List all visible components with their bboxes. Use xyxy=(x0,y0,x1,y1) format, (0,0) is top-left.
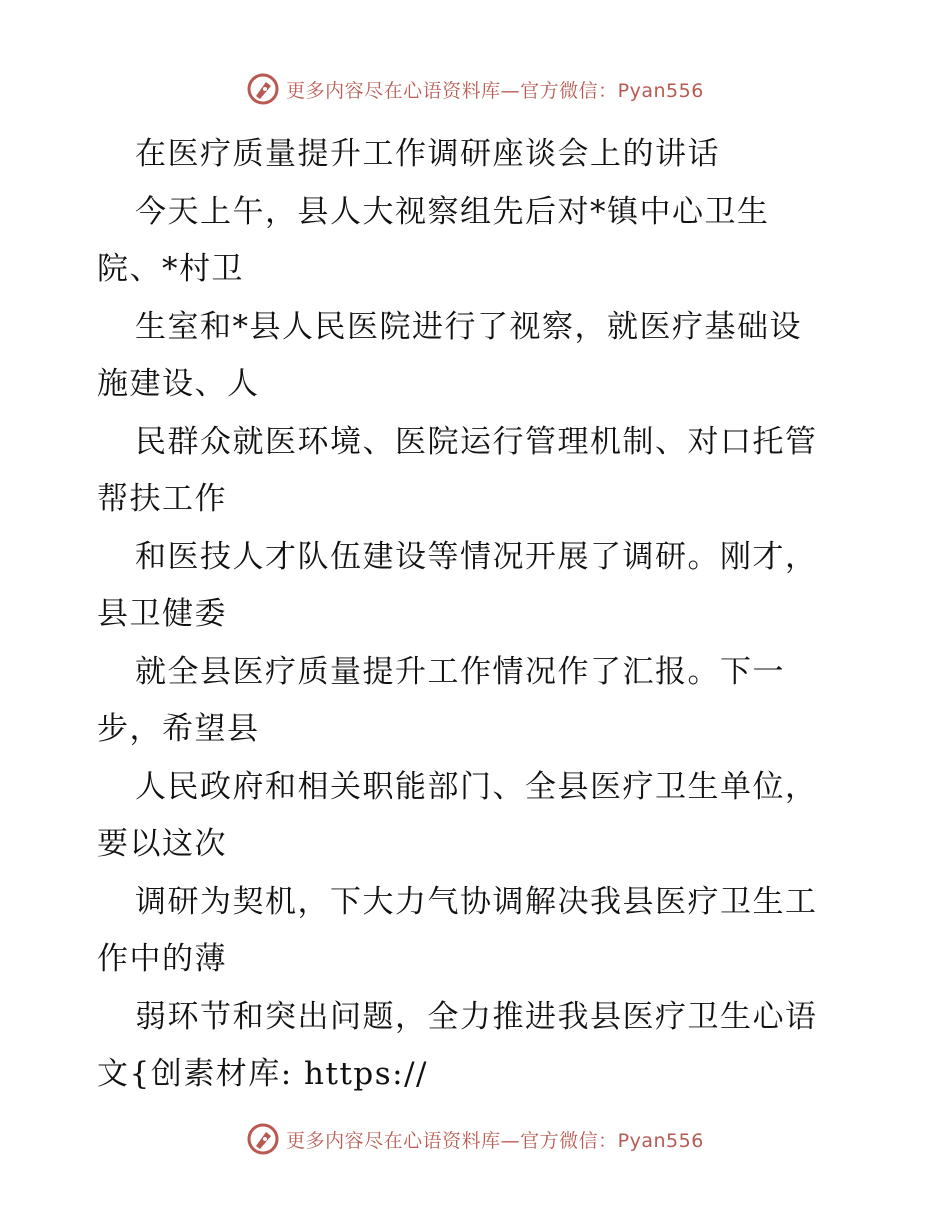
paragraph-line: 和医技人才队伍建设等情况开展了调研。刚才， xyxy=(135,538,818,575)
pen-nib-circle-icon xyxy=(246,72,280,106)
paragraph-line: 生室和*县人民医院进行了视察，就医疗基础设 xyxy=(135,308,802,345)
header-watermark xyxy=(0,72,950,106)
paragraph-line: 院、*村卫 xyxy=(97,251,244,287)
paragraph-line: 步，希望县 xyxy=(97,711,260,747)
watermark-text: 更多内容尽在心语资料库—官方微信：Pyan556 xyxy=(286,79,704,102)
paragraph-line: 今天上午，县人大视察组先后对*镇中心卫生 xyxy=(135,193,770,230)
paragraph-line: 民群众就医环境、医院运行管理机制、对口托管 xyxy=(135,423,818,460)
paragraph-line: 弱环节和突出问题，全力推进我县医疗卫生心语 xyxy=(135,998,818,1035)
watermark-text: 更多内容尽在心语资料库—官方微信：Pyan556 xyxy=(286,1129,704,1152)
document-body xyxy=(97,126,857,1104)
footer-watermark xyxy=(0,1122,950,1156)
paragraph-line: 要以这次 xyxy=(97,826,227,862)
paragraph-line: 人民政府和相关职能部门、全县医疗卫生单位， xyxy=(135,768,818,805)
paragraph-line: 帮扶工作 xyxy=(97,481,227,517)
document-title: 在医疗质量提升工作调研座谈会上的讲话 xyxy=(135,136,720,172)
paragraph-line: 施建设、人 xyxy=(97,366,260,402)
paragraph-line: 文{创素材库: https:// xyxy=(97,1056,428,1092)
pen-nib-circle-icon xyxy=(246,1122,280,1156)
paragraph-line: 调研为契机，下大力气协调解决我县医疗卫生工 xyxy=(135,883,818,920)
paragraph-line: 县卫健委 xyxy=(97,596,227,632)
paragraph-line: 作中的薄 xyxy=(97,941,227,977)
paragraph-line: 就全县医疗质量提升工作情况作了汇报。下一 xyxy=(135,653,785,690)
